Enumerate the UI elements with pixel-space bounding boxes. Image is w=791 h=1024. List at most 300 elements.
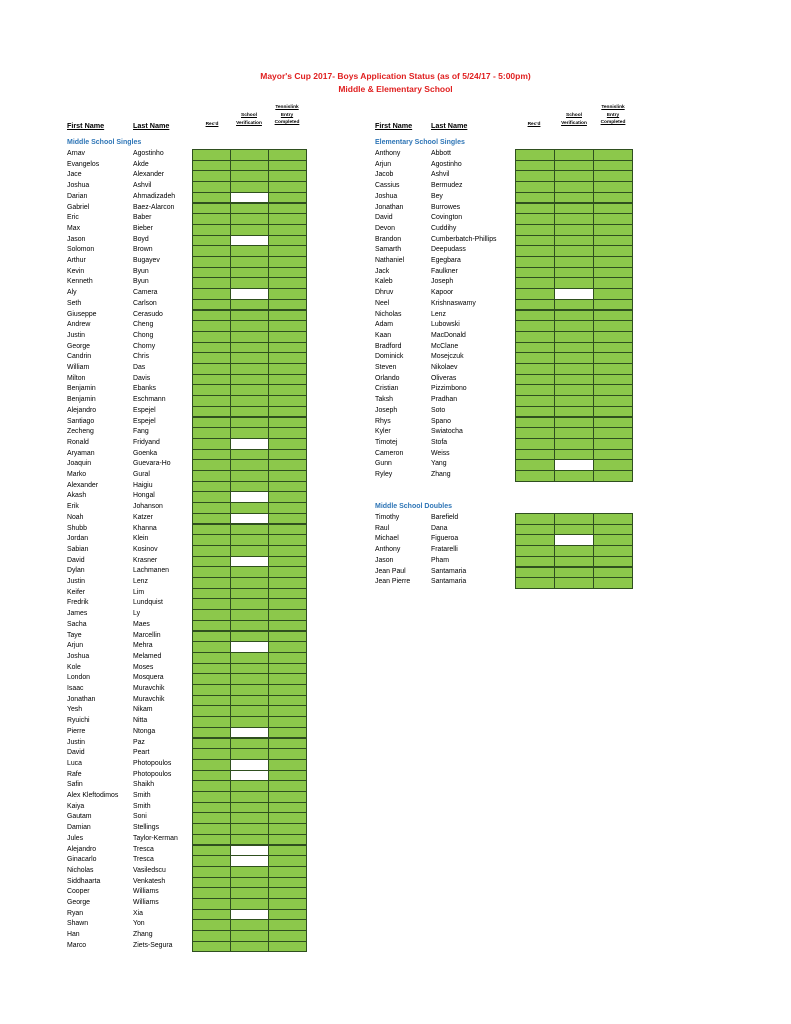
first-name: London <box>67 674 90 682</box>
first-name: Ronald <box>67 438 89 446</box>
last-name: Lim <box>133 588 145 596</box>
last-name: Soni <box>133 813 147 821</box>
table-row <box>67 930 306 941</box>
first-name: Jack <box>375 267 390 275</box>
first-name: Alejandro <box>67 845 97 853</box>
table-row <box>67 256 306 267</box>
table-row <box>67 780 306 791</box>
header-first-name: First Name <box>67 121 105 130</box>
header-first-name-right: First Name <box>375 121 413 130</box>
table-row <box>67 417 306 428</box>
table-row <box>67 823 306 834</box>
last-name: Vasiledscu <box>133 866 166 874</box>
first-name: Arjun <box>375 160 392 168</box>
last-name: Bieber <box>133 224 153 232</box>
table-row <box>67 909 306 920</box>
table-row <box>67 641 306 652</box>
first-name: Justin <box>67 331 86 339</box>
table-row <box>67 748 306 759</box>
last-name: Santamaria <box>431 578 467 586</box>
last-name: Dana <box>431 524 448 532</box>
first-name: Arthur <box>67 257 86 264</box>
last-name: Yang <box>431 460 447 468</box>
last-name: Covington <box>431 214 463 222</box>
table-row <box>67 877 306 888</box>
first-name: Dhruv <box>375 289 394 297</box>
first-name: Jordan <box>67 535 89 543</box>
first-name: Kaleb <box>375 278 393 286</box>
last-name: Lenz <box>431 310 446 318</box>
last-name: Smith <box>133 802 151 810</box>
first-name: Neel <box>375 299 390 307</box>
first-name: Joshua <box>67 652 90 660</box>
first-name: Jean Pierre <box>375 578 411 586</box>
table-row <box>375 417 632 428</box>
table-row <box>375 534 632 545</box>
table-row <box>375 331 632 342</box>
table-row <box>67 491 306 502</box>
first-name: Rhys <box>375 417 391 425</box>
last-name: Byun <box>133 278 149 286</box>
table-row <box>67 802 306 813</box>
table-row <box>67 149 306 160</box>
last-name: Espejel <box>133 417 156 425</box>
last-name: Tresca <box>133 856 154 864</box>
table-row <box>67 855 306 866</box>
table-row <box>67 170 306 181</box>
first-name: Darian <box>67 192 88 200</box>
first-name: Kaiya <box>67 802 85 810</box>
last-name: Espejel <box>133 406 156 414</box>
header-tennislink-line3: Completed <box>274 120 300 125</box>
first-name: Steven <box>375 364 397 371</box>
first-name: Alex Kleftodimos <box>67 792 119 799</box>
last-name: Fratarelli <box>431 546 458 554</box>
last-name: Nitta <box>133 717 148 725</box>
header-recd-right: Rec'd <box>527 122 541 127</box>
header-tennislink-line3-right: Completed <box>600 120 626 125</box>
first-name: George <box>67 342 90 350</box>
first-name: Jace <box>67 171 82 179</box>
last-name: Venkatesh <box>133 877 166 885</box>
last-name: Ashvil <box>133 182 152 190</box>
table-row <box>67 727 306 738</box>
table-row <box>67 310 306 321</box>
first-name: Adam <box>375 321 394 329</box>
last-name: Alexander <box>133 171 165 179</box>
table-row <box>67 203 306 214</box>
first-name: Taye <box>67 631 82 639</box>
first-name: Timothy <box>375 514 400 521</box>
table-row <box>67 652 306 663</box>
last-name: Santamaria <box>431 567 467 575</box>
first-name: Pierre <box>67 727 86 735</box>
table-row <box>67 941 306 952</box>
last-name: Lachmanen <box>133 567 170 575</box>
header-tennislink-line1-right: Tennislink <box>601 105 625 110</box>
table-row <box>375 192 632 203</box>
first-name: Giuseppe <box>67 310 97 318</box>
last-name: Williams <box>133 888 159 896</box>
table-row <box>67 631 306 642</box>
last-name: Boyd <box>133 235 149 243</box>
first-name: Isaac <box>67 685 84 692</box>
table-row <box>67 759 306 770</box>
last-name: Barefield <box>431 514 459 521</box>
verif-status-cell <box>230 941 269 953</box>
first-name: Luca <box>67 759 82 767</box>
first-name: Eric <box>67 214 79 222</box>
first-name: Akash <box>67 492 87 500</box>
last-name: Chorny <box>133 342 156 350</box>
table-row <box>67 352 306 363</box>
last-name: Soto <box>431 406 446 414</box>
table-row <box>67 374 306 385</box>
last-name: Pham <box>431 556 450 564</box>
table-row <box>375 384 632 395</box>
header-school-verification-line1: School <box>241 113 257 118</box>
last-name: Krasner <box>133 556 158 564</box>
last-name: Photopoulos <box>133 770 172 778</box>
verif-status-cell <box>554 470 594 482</box>
last-name: Ntonga <box>133 727 156 735</box>
first-name: David <box>375 214 393 222</box>
last-name: Zhang <box>431 471 451 478</box>
first-name: Dominick <box>375 353 404 361</box>
last-name: Moses <box>133 663 154 671</box>
table-row <box>375 363 632 374</box>
table-row <box>67 192 306 203</box>
table-row <box>67 320 306 331</box>
last-name: Bermudez <box>431 182 463 190</box>
table-row <box>67 673 306 684</box>
last-name: Marcellin <box>133 631 161 639</box>
last-name: Paz <box>133 738 145 746</box>
last-name: Ly <box>133 610 141 618</box>
table-row <box>67 481 306 492</box>
first-name: Timotej <box>375 438 398 446</box>
first-name: Sacha <box>67 620 87 628</box>
last-name: Mehra <box>133 642 153 650</box>
last-name: Ashvil <box>431 171 450 179</box>
first-name: Anthony <box>375 150 401 157</box>
last-name: Mosquera <box>133 674 164 682</box>
table-row <box>67 470 306 481</box>
first-name: Aly <box>67 289 77 297</box>
last-name: Das <box>133 364 146 371</box>
table-row <box>375 299 632 310</box>
first-name: Rafe <box>67 770 82 778</box>
last-name: Taylor-Kerman <box>133 834 178 842</box>
last-name: Klein <box>133 535 149 543</box>
last-name: Kosinov <box>133 545 158 553</box>
table-row <box>67 406 306 417</box>
table-row <box>67 716 306 727</box>
first-name: Jean Paul <box>375 567 406 575</box>
first-name: Cristian <box>375 385 399 393</box>
table-row <box>67 235 306 246</box>
first-name: Benjamin <box>67 396 96 404</box>
last-name: Cheng <box>133 321 154 329</box>
first-name: Alejandro <box>67 406 97 414</box>
last-name: Ziets-Segura <box>133 941 173 949</box>
first-name: Arjun <box>67 642 84 650</box>
table-row <box>67 331 306 342</box>
first-name: Shawn <box>67 920 89 928</box>
table-row <box>67 738 306 749</box>
first-name: George <box>67 899 90 906</box>
first-name: Seth <box>67 299 82 307</box>
table-row <box>67 438 306 449</box>
last-name: Egegbara <box>431 257 461 264</box>
table-row <box>67 277 306 288</box>
last-name: Eschmann <box>133 396 166 404</box>
table-row <box>375 545 632 556</box>
table-row <box>375 170 632 181</box>
first-name: Kole <box>67 663 81 671</box>
first-name: Nicholas <box>375 310 402 318</box>
table-row <box>67 620 306 631</box>
first-name: Joseph <box>375 406 398 414</box>
first-name: Bradford <box>375 342 402 350</box>
first-name: Orlando <box>375 374 400 382</box>
last-name: Smith <box>133 792 151 799</box>
table-row <box>375 459 632 470</box>
first-name: Samarth <box>375 246 402 254</box>
header-school-verification-line2: Verification <box>236 120 262 126</box>
table-row <box>67 267 306 278</box>
header-school-verification-right <box>555 112 593 127</box>
first-name: Erik <box>67 503 79 511</box>
last-name: Brown <box>133 246 153 254</box>
table-row <box>67 887 306 898</box>
entry-status-cell <box>593 470 633 482</box>
table-row <box>375 438 632 449</box>
table-row <box>67 160 306 171</box>
table-row <box>67 342 306 353</box>
last-name: Shaikh <box>133 781 155 789</box>
first-name: Marco <box>67 941 87 949</box>
first-name: Jason <box>375 556 394 564</box>
section-ms-singles: Middle School Singles <box>67 139 142 146</box>
last-name: Baez-Alarcon <box>133 203 175 211</box>
header-recd: Rec'd <box>205 122 219 127</box>
last-name: Khanna <box>133 524 157 532</box>
first-name: Dylan <box>67 567 85 575</box>
last-name: Agostinho <box>133 150 164 157</box>
table-row <box>375 352 632 363</box>
first-name: Milton <box>67 374 86 382</box>
table-row <box>375 310 632 321</box>
table-row <box>67 577 306 588</box>
first-name: Siddhaarta <box>67 877 101 885</box>
last-name: Peart <box>133 749 150 757</box>
table-row <box>67 566 306 577</box>
table-row <box>67 834 306 845</box>
last-name: Bugayev <box>133 257 160 264</box>
first-name: Candrin <box>67 353 92 361</box>
table-row <box>375 160 632 171</box>
last-name: Maes <box>133 620 150 628</box>
first-name: Cameron <box>375 449 404 457</box>
table-row <box>67 395 306 406</box>
table-row <box>67 534 306 545</box>
table-row <box>375 213 632 224</box>
table-row <box>375 524 632 535</box>
table-row <box>67 791 306 802</box>
first-name: Alexander <box>67 481 99 489</box>
first-name: Joshua <box>67 182 90 190</box>
last-name: Kapoor <box>431 289 454 297</box>
table-row <box>67 181 306 192</box>
header-last-name-right: Last Name <box>431 121 468 130</box>
first-name: Jacob <box>375 171 394 179</box>
last-name: Lenz <box>133 578 148 585</box>
table-row <box>375 449 632 460</box>
table-row <box>67 524 306 535</box>
first-name: Gautam <box>67 813 92 821</box>
first-name: Kaan <box>375 331 392 339</box>
last-name: Lundquist <box>133 599 163 607</box>
last-name: Nikam <box>133 706 153 714</box>
table-row <box>375 427 632 438</box>
first-name: Zecheng <box>67 428 94 436</box>
table-row <box>375 577 632 588</box>
first-name: Keifer <box>67 588 86 596</box>
section-es-singles: Elementary School Singles <box>375 139 465 146</box>
first-name: Joshua <box>375 192 398 200</box>
table-row <box>375 395 632 406</box>
last-name: Guevara-Ho <box>133 460 171 468</box>
first-name: James <box>67 610 88 618</box>
last-name: Krishnaswamy <box>431 299 476 307</box>
table-row <box>375 513 632 524</box>
last-name: Akde <box>133 160 149 168</box>
first-name: Yesh <box>67 706 83 714</box>
last-name: Ebanks <box>133 385 156 393</box>
last-name: Pradhan <box>431 396 458 404</box>
last-name: Johanson <box>133 503 163 511</box>
first-name: Cassius <box>375 182 400 190</box>
first-name: Santiago <box>67 417 95 425</box>
first-name: Shubb <box>67 524 87 532</box>
last-name: Spano <box>431 417 451 425</box>
table-row <box>67 695 306 706</box>
header-school-verification-line1-right: School <box>566 113 582 118</box>
last-name: Burrowes <box>431 203 461 211</box>
table-row <box>67 213 306 224</box>
table-row <box>67 427 306 438</box>
first-name: Raul <box>375 524 390 532</box>
last-name: Fang <box>133 428 149 436</box>
verif-status-cell <box>554 577 594 589</box>
first-name: David <box>67 556 85 564</box>
table-row <box>67 705 306 716</box>
last-name: Katzer <box>133 513 153 521</box>
first-name: Brandon <box>375 235 402 243</box>
last-name: Melamed <box>133 652 162 660</box>
last-name: Baber <box>133 214 152 222</box>
first-name: Solomon <box>67 246 95 254</box>
table-row <box>375 203 632 214</box>
first-name: Fredrik <box>67 599 89 607</box>
last-name: Hongal <box>133 492 155 500</box>
last-name: Weiss <box>431 449 450 457</box>
header-tennislink <box>268 104 306 127</box>
last-name: Figueroa <box>431 535 459 543</box>
last-name: Deepudass <box>431 246 466 254</box>
recd-status-cell <box>515 470 555 482</box>
table-row <box>375 342 632 353</box>
first-name: Benjamin <box>67 385 96 393</box>
table-row <box>67 609 306 620</box>
last-name: Williams <box>133 899 159 906</box>
table-row <box>67 812 306 823</box>
table-row <box>67 384 306 395</box>
first-name: Aryaman <box>67 449 95 457</box>
last-name: Fridyand <box>133 438 160 446</box>
first-name: Safin <box>67 781 83 789</box>
first-name: Marko <box>67 471 87 478</box>
table-row <box>375 320 632 331</box>
last-name: Byun <box>133 267 149 275</box>
table-row <box>67 770 306 781</box>
last-name: McClane <box>431 342 459 350</box>
table-row <box>375 277 632 288</box>
header-school-verification-line2-right: Verification <box>561 120 587 126</box>
last-name: Tresca <box>133 845 154 853</box>
first-name: Max <box>67 224 81 232</box>
table-row <box>67 299 306 310</box>
report-title: Mayor's Cup 2017- Boys Application Status (as of 5/24/17 - 5:00pm) <box>260 71 531 81</box>
table-row <box>375 567 632 578</box>
last-name: Chris <box>133 353 150 361</box>
first-name: Taksh <box>375 396 393 404</box>
first-name: Jonathan <box>67 695 96 703</box>
header-tennislink-line1: Tennislink <box>275 105 299 110</box>
last-name: Camera <box>133 289 158 297</box>
first-name: Gabriel <box>67 203 90 211</box>
last-name: Swiatocha <box>431 428 463 436</box>
first-name: Justin <box>67 738 86 746</box>
table-row <box>67 663 306 674</box>
last-name: Cuddihy <box>431 224 457 232</box>
first-name: Ryley <box>375 471 393 478</box>
last-name: Bey <box>431 192 443 200</box>
table-row <box>67 684 306 695</box>
last-name: Nikolaev <box>431 364 458 371</box>
first-name: Noah <box>67 513 84 521</box>
first-name: Nathaniel <box>375 257 405 264</box>
last-name: Xia <box>133 909 143 917</box>
first-name: David <box>67 749 85 757</box>
last-name: Joseph <box>431 278 454 286</box>
first-name: Devon <box>375 224 395 232</box>
first-name: Arnav <box>67 150 86 157</box>
last-name: Stellings <box>133 824 160 832</box>
table-row <box>67 545 306 556</box>
last-name: Haigiu <box>133 481 153 489</box>
last-name: Stofa <box>431 438 448 446</box>
table-row <box>67 459 306 470</box>
first-name: Ryan <box>67 909 84 917</box>
first-name: Kenneth <box>67 278 93 286</box>
last-name: Gural <box>133 471 150 478</box>
last-name: Muravchik <box>133 685 165 692</box>
table-row <box>375 256 632 267</box>
table-row <box>375 181 632 192</box>
table-row <box>67 898 306 909</box>
